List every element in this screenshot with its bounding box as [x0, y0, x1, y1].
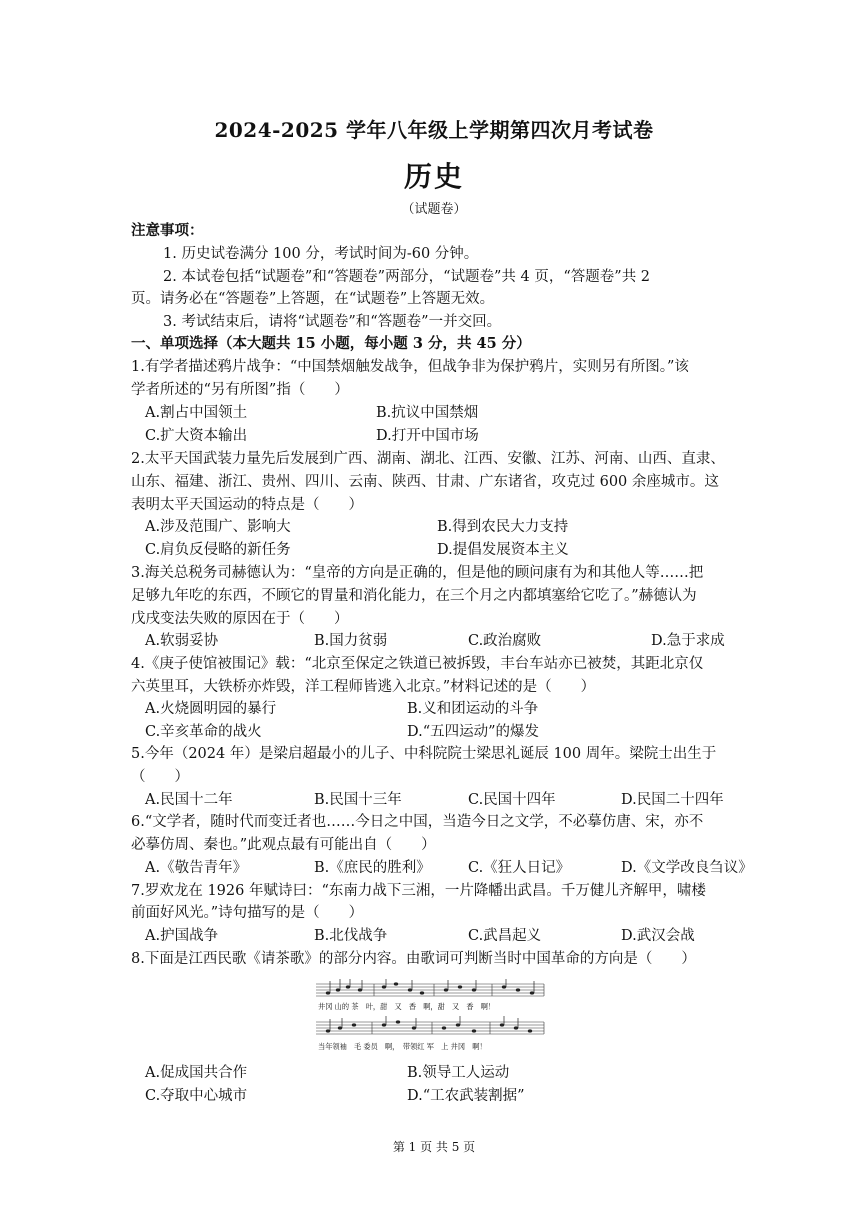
option-c: C.政治腐败 — [468, 633, 542, 649]
option-a: A.割占中国领土 — [145, 405, 248, 421]
option-a: A.火烧圆明园的暴行 — [145, 701, 277, 717]
subject-title: 历史 — [403, 160, 464, 193]
option-b: B.北伐战争 — [314, 928, 388, 944]
option-d: D.《文学改良刍议》 — [621, 860, 753, 876]
option-a: A.护国战争 — [145, 928, 219, 944]
question-stem: 2.太平天国武装力量先后发展到广西、湖南、湖北、江西、安徽、江苏、河南、山西、直隶、 — [131, 451, 725, 467]
option-c: C.扩大资本输出 — [145, 428, 248, 444]
option-d: D.急于求成 — [651, 633, 725, 649]
option-a: A.民国十二年 — [145, 792, 233, 808]
option-b: B.领导工人运动 — [407, 1065, 510, 1081]
option-d: D.武汉会战 — [621, 928, 695, 944]
paper-type: （试题卷） — [401, 202, 467, 217]
question-stem: 足够九年吃的东西，不顾它的胃量和消化能力，在三个月之内都填塞给它吃了。”赫德认为 — [131, 588, 697, 604]
option-b: B.国力贫弱 — [314, 633, 388, 649]
question-stem: 前面好风光。”诗句描写的是（ ） — [131, 905, 364, 921]
notice-item: 2. 本试卷包括“试题卷”和“答题卷”两部分，“试题卷”共 4 页，“答题卷”共 2 — [163, 269, 651, 285]
question-stem: 4.《庚子使馆被围记》载：“北京至保定之铁道已被拆毁，丰台车站亦已被焚，其距北京仅 — [131, 656, 704, 672]
lyrics-line: 井冈 山的 茶 叶，甜 又 香 啊，甜 又 香 啊！ — [318, 1002, 496, 1011]
option-b: B.民国十三年 — [314, 792, 402, 808]
notice-item: 1. 历史试卷满分 100 分，考试时间为-60 分钟。 — [163, 246, 479, 262]
option-c: C.民国十四年 — [468, 792, 556, 808]
question-stem: 3.海关总税务司赫德认为：“皇帝的方向是正确的，但是他的顾问康有为和其他人等……把 — [131, 565, 704, 581]
music-score-image — [314, 978, 546, 1058]
question-stem: 学者所述的“另有所图”指（ ） — [131, 382, 349, 398]
notice-heading: 注意事项： — [131, 222, 204, 239]
option-c: C.辛亥革命的战火 — [145, 724, 262, 740]
option-a: A.软弱妥协 — [145, 633, 219, 649]
option-a: A.涉及范围广、影响大 — [145, 519, 291, 535]
notice-item: 页。请务必在“答题卷”上答题，在“试题卷”上答题无效。 — [131, 291, 495, 307]
option-d: D.民国二十四年 — [621, 792, 724, 808]
option-d: D.“工农武装割据” — [407, 1088, 525, 1104]
question-stem: 戊戌变法失败的原因在于（ ） — [131, 611, 349, 627]
question-stem: 7.罗欢龙在 1926 年赋诗曰：“东南力战下三湘，一片降幡出武昌。千万健儿齐解甲，啸楼 — [131, 883, 706, 899]
option-b: B.《庶民的胜利》 — [314, 860, 431, 876]
option-b: B.抗议中国禁烟 — [376, 405, 479, 421]
option-b: B.得到农民大力支持 — [437, 519, 569, 535]
option-a: A.《敬告青年》 — [145, 860, 248, 876]
option-d: D.“五四运动”的爆发 — [407, 724, 540, 740]
option-c: C.《狂人日记》 — [468, 860, 571, 876]
option-c: C.武昌起义 — [468, 928, 542, 944]
option-c: C.夺取中心城市 — [145, 1088, 248, 1104]
question-stem: 山东、福建、浙江、贵州、四川、云南、陕西、甘肃、广东诸省，攻克过 600 余座城市。这 — [131, 474, 719, 490]
notice-item: 3. 考试结束后，请将“试题卷”和“答题卷”一并交回。 — [163, 314, 502, 330]
question-stem: 6.“文学者，随时代而变迁者也……今日之中国，当造今日之文学，不必摹仿唐、宋，亦不 — [131, 814, 704, 830]
page-number: 第 1 页 共 5 页 — [392, 1140, 476, 1154]
question-stem: 表明太平天国运动的特点是（ ） — [131, 497, 363, 513]
section-heading: 一、单项选择（本大题共 15 小题，每小题 3 分，共 45 分） — [131, 335, 531, 352]
lyrics-line: 当年领袖 毛 委员 啊， 带领红 军 上 井冈 啊！ — [318, 1042, 487, 1051]
option-b: B.义和团运动的斗争 — [407, 701, 539, 717]
option-d: D.提倡发展资本主义 — [437, 542, 569, 558]
option-d: D.打开中国市场 — [376, 428, 479, 444]
question-stem: 1.有学者描述鸦片战争：“中国禁烟触发战争，但战争非为保护鸦片，实则另有所图。”该 — [131, 359, 689, 375]
option-a: A.促成国共合作 — [145, 1065, 248, 1081]
question-stem: 8.下面是江西民歌《请茶歌》的部分内容。由歌词可判断当时中国革命的方向是（ ） — [131, 951, 696, 967]
question-stem: 六英里耳，大铁桥亦炸毁，洋工程师皆逃入北京。”材料记述的是（ ） — [131, 679, 596, 695]
question-stem: 必摹仿周、秦也。”此观点最有可能出自（ ） — [131, 837, 436, 853]
question-stem: （ ） — [131, 769, 189, 785]
exam-title: 2024-2025 学年八年级上学期第四次月考试卷 — [214, 118, 654, 142]
option-c: C.肩负反侵略的新任务 — [145, 542, 291, 558]
question-stem: 5.今年（2024 年）是梁启超最小的儿子、中科院院士梁思礼诞辰 100 周年。梁院士出生于 — [131, 746, 717, 762]
